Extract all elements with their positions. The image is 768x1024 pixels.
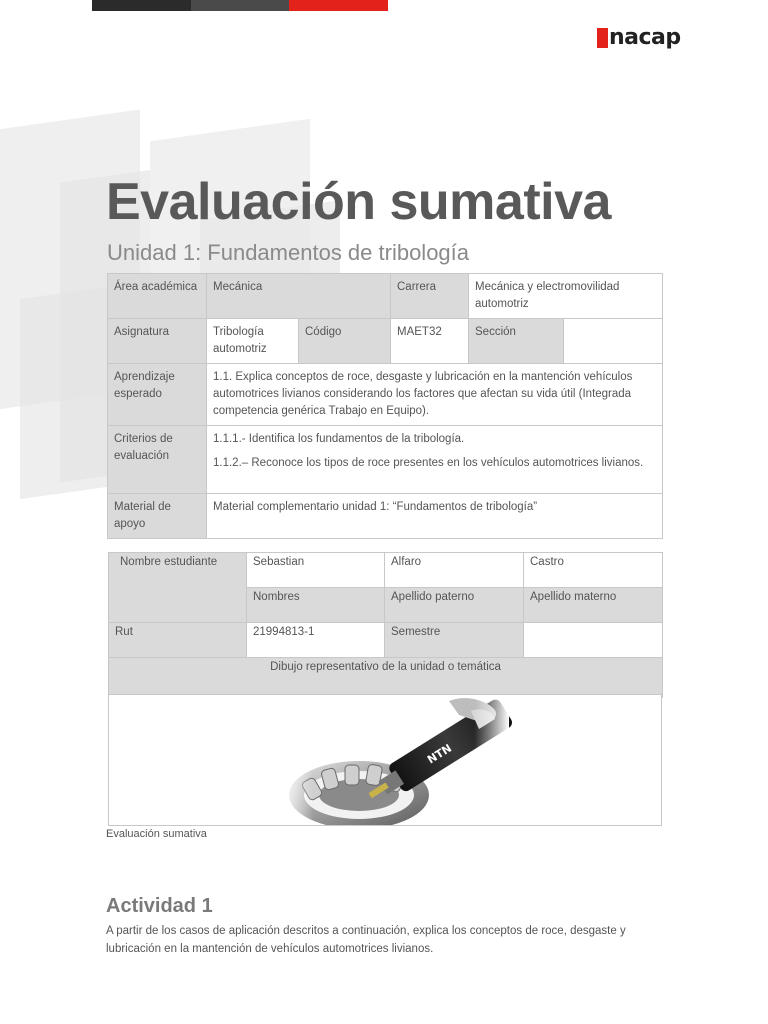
actividad-description: A partir de los casos de aplicación descritos a continuación, explica los conceptos de roce, desgaste y lubricación en la mantención de vehículos automotrices livianos. [106,925,626,955]
apellido-materno-label: Apellido materno [524,588,663,623]
table-row [109,658,663,698]
apellido-materno-value: Castro [524,553,663,588]
area-value: Mecánica [207,274,391,319]
carrera-value: Mecánica y electromovilidad automotriz [469,274,663,319]
table-row [108,494,663,539]
top-bar-gray-segment [191,0,289,11]
top-bar-red-segment [289,0,388,11]
logo-wordmark: nacap [609,24,681,50]
course-info-table [107,273,663,539]
nombre-estudiante-label: Nombre estudiante [109,553,247,623]
criterio-2: 1.1.2.– Reconoce los tipos de roce presentes en los vehículos automotrices livianos. [213,457,644,469]
seccion-value [564,319,663,364]
inacap-logo [597,24,681,51]
actividad-heading: Actividad 1 [106,895,213,917]
seccion-label: Sección [469,319,564,364]
material-label: Material de apoyo [108,494,207,539]
rut-label: Rut [109,623,247,658]
asignatura-value: Tribología automotriz [207,319,299,364]
semestre-label: Semestre [385,623,524,658]
image-caption: Evaluación sumativa [106,828,207,840]
illustration-frame [108,694,662,826]
area-label: Área académica [108,274,207,319]
logo-red-mark [597,28,608,48]
table-row [108,426,663,494]
asignatura-label: Asignatura [108,319,207,364]
material-value: Material complementario unidad 1: “Fundamentos de tribología” [207,494,663,539]
aprendizaje-label: Aprendizaje esperado [108,364,207,426]
criterios-value [207,426,663,494]
bearing-grease-gun-illustration [109,695,661,825]
apellido-paterno-label: Apellido paterno [385,588,524,623]
dibujo-label: Dibujo representativo de la unidad o temática [109,658,663,698]
codigo-value: MAET32 [391,319,469,364]
carrera-label: Carrera [391,274,469,319]
top-color-bar [92,0,388,11]
document-subtitle: Unidad 1: Fundamentos de tribología [107,240,470,265]
document-title: Evaluación sumativa [106,173,611,231]
table-row [109,623,663,658]
apellido-paterno-value: Alfaro [385,553,524,588]
criterio-1: 1.1.1.- Identifica los fundamentos de la tribología. [213,433,465,445]
table-row [108,319,663,364]
top-bar-black-segment [92,0,191,11]
student-info-table [108,552,663,698]
semestre-value [524,623,663,658]
rut-value: 21994813-1 [247,623,385,658]
table-row [108,274,663,319]
nombres-value: Sebastian [247,553,385,588]
table-row [108,364,663,426]
codigo-label: Código [299,319,391,364]
criterios-label: Criterios de evaluación [108,426,207,494]
nombres-label: Nombres [247,588,385,623]
aprendizaje-value: 1.1. Explica conceptos de roce, desgaste y lubricación en la mantención vehículos automotrices livianos considerando los factores que afectan su vida útil (Integrada competencia genérica Trabajo en Equipo). [207,364,663,426]
table-row [109,553,663,588]
